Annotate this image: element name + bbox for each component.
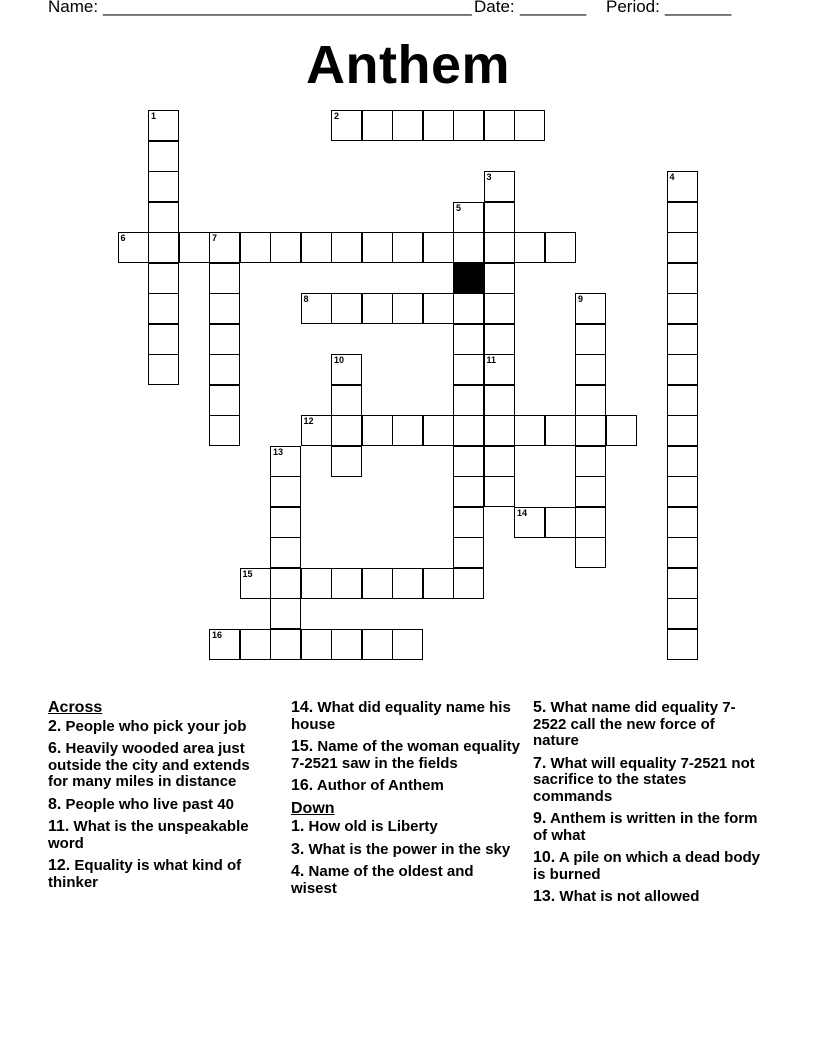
- grid-cell[interactable]: [331, 629, 362, 660]
- grid-cell[interactable]: [453, 568, 484, 599]
- grid-cell[interactable]: [423, 293, 454, 324]
- grid-cell[interactable]: [514, 507, 545, 538]
- grid-cell[interactable]: [148, 110, 179, 141]
- grid-cell[interactable]: [270, 568, 301, 599]
- clue-down-3: 3. What is the power in the sky: [291, 840, 511, 858]
- cell-number: 16: [212, 629, 223, 640]
- grid-cell[interactable]: [301, 293, 332, 324]
- grid-cell[interactable]: [209, 232, 240, 263]
- down-heading: Down: [291, 799, 335, 817]
- grid-cell[interactable]: [362, 293, 393, 324]
- grid-cell[interactable]: [453, 232, 484, 263]
- clue-across-15: 15. Name of the woman equality 7-2521 saw in the fields: [291, 738, 520, 772]
- cell-number: 15: [242, 568, 253, 579]
- grid-cell[interactable]: [270, 629, 301, 660]
- grid-cell[interactable]: [667, 446, 698, 477]
- grid-cell[interactable]: [575, 446, 606, 477]
- grid-cell[interactable]: [301, 629, 332, 660]
- grid-cell[interactable]: [575, 507, 606, 538]
- grid-cell[interactable]: [667, 629, 698, 660]
- grid-cell[interactable]: [331, 385, 362, 416]
- grid-cell[interactable]: [575, 354, 606, 385]
- grid-cell[interactable]: [392, 293, 423, 324]
- grid-cell[interactable]: [667, 415, 698, 446]
- grid-cell[interactable]: [209, 385, 240, 416]
- grid-cell[interactable]: [667, 598, 698, 629]
- grid-cell[interactable]: [606, 415, 637, 446]
- date-label: Date:: [474, 0, 515, 16]
- grid-cell[interactable]: [392, 629, 423, 660]
- grid-cell[interactable]: [331, 446, 362, 477]
- grid-cell[interactable]: [575, 324, 606, 355]
- cell-number: 6: [120, 233, 126, 243]
- period-label: Period:: [606, 0, 660, 16]
- cell-number: 12: [303, 416, 314, 426]
- cell-number: 2: [334, 111, 340, 121]
- cell-number: 10: [334, 355, 345, 365]
- grid-cell[interactable]: [453, 324, 484, 355]
- grid-cell[interactable]: [545, 415, 576, 446]
- grid-cell[interactable]: [484, 476, 515, 507]
- grid-cell[interactable]: [148, 232, 179, 263]
- grid-cell[interactable]: [453, 415, 484, 446]
- grid-cell[interactable]: [148, 263, 179, 294]
- across-heading: Across: [48, 699, 103, 716]
- grid-cell[interactable]: [667, 354, 698, 385]
- clue-across-2: 2. People who pick your job: [48, 717, 247, 735]
- grid-cell[interactable]: [667, 385, 698, 416]
- clue-across-8: 8. People who live past 40: [48, 795, 234, 813]
- grid-cell[interactable]: [392, 232, 423, 263]
- grid-cell[interactable]: [331, 110, 362, 141]
- grid-cell[interactable]: [667, 202, 698, 233]
- grid-cell[interactable]: [484, 385, 515, 416]
- grid-cell[interactable]: [209, 415, 240, 446]
- clue-down-4: 4. Name of the oldest and wisest: [291, 863, 474, 897]
- grid-cell[interactable]: [667, 537, 698, 568]
- grid-cell[interactable]: [484, 110, 515, 141]
- grid-cell[interactable]: [453, 354, 484, 385]
- clue-down-13: 13. What is not allowed: [533, 888, 700, 905]
- grid-cell[interactable]: [667, 324, 698, 355]
- clue-across-6: 6. Heavily wooded area just outside the city and extends for many miles in distance: [48, 740, 250, 790]
- clues-column-2: [291, 700, 521, 903]
- grid-cell[interactable]: [148, 141, 179, 172]
- grid-cell[interactable]: [331, 354, 362, 385]
- cell-number: 11: [486, 355, 497, 365]
- grid-cell[interactable]: [209, 293, 240, 324]
- name-label: Name:: [48, 0, 99, 16]
- grid-cell[interactable]: [484, 293, 515, 324]
- grid-cell[interactable]: [667, 263, 698, 294]
- grid-cell[interactable]: [453, 476, 484, 507]
- grid-cell[interactable]: [362, 415, 393, 446]
- grid-cell[interactable]: [240, 232, 271, 263]
- grid-cell[interactable]: [453, 110, 484, 141]
- clues-column-1: [48, 700, 273, 897]
- grid-cell[interactable]: [118, 232, 149, 263]
- grid-cell[interactable]: [484, 415, 515, 446]
- date-field[interactable]: _______: [520, 0, 587, 16]
- grid-cell[interactable]: [423, 415, 454, 446]
- grid-cell[interactable]: [453, 537, 484, 568]
- grid-cell[interactable]: [453, 293, 484, 324]
- grid-cell[interactable]: [575, 476, 606, 507]
- grid-cell[interactable]: [148, 202, 179, 233]
- grid-cell[interactable]: [423, 568, 454, 599]
- grid-cell[interactable]: [484, 232, 515, 263]
- grid-cell[interactable]: [453, 385, 484, 416]
- grid-cell[interactable]: [514, 415, 545, 446]
- grid-black-cell: [453, 263, 484, 294]
- clue-down-10: 10. A pile on which a dead body is burned: [533, 849, 761, 883]
- grid-cell[interactable]: [545, 507, 576, 538]
- grid-cell[interactable]: [362, 568, 393, 599]
- grid-cell[interactable]: [667, 232, 698, 263]
- grid-cell[interactable]: [209, 354, 240, 385]
- grid-cell[interactable]: [240, 568, 271, 599]
- clues-column-3: [533, 700, 763, 912]
- grid-cell[interactable]: [301, 568, 332, 599]
- grid-cell[interactable]: [148, 171, 179, 202]
- grid-cell[interactable]: [667, 293, 698, 324]
- grid-cell[interactable]: [331, 232, 362, 263]
- grid-cell[interactable]: [209, 629, 240, 660]
- grid-cell[interactable]: [392, 110, 423, 141]
- grid-cell[interactable]: [362, 110, 393, 141]
- grid-cell[interactable]: [453, 202, 484, 233]
- grid-cell[interactable]: [484, 263, 515, 294]
- grid-cell[interactable]: [148, 293, 179, 324]
- cell-number: 5: [456, 202, 462, 213]
- name-field[interactable]: _______________________________________: [103, 0, 472, 16]
- grid-cell[interactable]: [179, 232, 210, 263]
- clue-down-9: 9. Anthem is written in the form of what: [533, 810, 758, 844]
- cell-number: 14: [517, 507, 528, 518]
- grid-cell[interactable]: [453, 507, 484, 538]
- cell-number: 3: [486, 172, 492, 182]
- grid-cell[interactable]: [514, 232, 545, 263]
- period-field[interactable]: _______: [665, 0, 732, 16]
- clue-across-11: 11. What is the unspeakable word: [48, 818, 249, 852]
- grid-cell[interactable]: [484, 446, 515, 477]
- grid-cell[interactable]: [453, 446, 484, 477]
- grid-cell[interactable]: [301, 415, 332, 446]
- grid-cell[interactable]: [270, 476, 301, 507]
- grid-cell[interactable]: [270, 537, 301, 568]
- grid-cell[interactable]: [484, 324, 515, 355]
- grid-cell[interactable]: [667, 507, 698, 538]
- grid-cell[interactable]: [484, 171, 515, 202]
- grid-cell[interactable]: [240, 629, 271, 660]
- grid-cell[interactable]: [514, 110, 545, 141]
- grid-cell[interactable]: [575, 385, 606, 416]
- grid-cell[interactable]: [575, 293, 606, 324]
- puzzle-title: Anthem: [306, 35, 510, 95]
- grid-cell[interactable]: [575, 415, 606, 446]
- clue-down-1: 1. How old is Liberty: [291, 818, 438, 835]
- cell-number: 9: [578, 294, 584, 304]
- grid-cell[interactable]: [270, 446, 301, 477]
- grid-cell[interactable]: [331, 293, 362, 324]
- grid-cell[interactable]: [148, 354, 179, 385]
- cell-number: 13: [273, 446, 284, 457]
- cell-number: 8: [303, 294, 309, 304]
- cell-number: 1: [151, 111, 157, 121]
- grid-cell[interactable]: [575, 537, 606, 568]
- grid-cell[interactable]: [270, 232, 301, 263]
- grid-cell[interactable]: [484, 354, 515, 385]
- grid-cell[interactable]: [362, 232, 393, 263]
- cell-number: 4: [669, 172, 675, 182]
- clue-across-12: 12. Equality is what kind of thinker: [48, 857, 242, 891]
- grid-cell[interactable]: [484, 202, 515, 233]
- grid-cell[interactable]: [331, 568, 362, 599]
- grid-cell[interactable]: [209, 263, 240, 294]
- grid-cell[interactable]: [362, 629, 393, 660]
- grid-cell[interactable]: [667, 476, 698, 507]
- clue-down-5: 5. What name did equality 7-2522 call the new force of nature: [533, 699, 736, 749]
- grid-cell[interactable]: [545, 232, 576, 263]
- grid-cell[interactable]: [667, 171, 698, 202]
- clue-across-14: 14. What did equality name his house: [291, 699, 511, 733]
- clue-across-16: 16. Author of Anthem: [291, 777, 444, 794]
- grid-cell[interactable]: [423, 232, 454, 263]
- grid-cell[interactable]: [148, 324, 179, 355]
- grid-cell[interactable]: [270, 507, 301, 538]
- grid-cell[interactable]: [392, 568, 423, 599]
- cell-number: 7: [212, 233, 218, 243]
- grid-cell[interactable]: [331, 415, 362, 446]
- grid-cell[interactable]: [209, 324, 240, 355]
- grid-cell[interactable]: [301, 232, 332, 263]
- clue-down-7: 7. What will equality 7-2521 not sacrifice to the states commands: [533, 754, 755, 805]
- grid-cell[interactable]: [667, 568, 698, 599]
- grid-cell[interactable]: [423, 110, 454, 141]
- grid-cell[interactable]: [270, 598, 301, 629]
- grid-cell[interactable]: [392, 415, 423, 446]
